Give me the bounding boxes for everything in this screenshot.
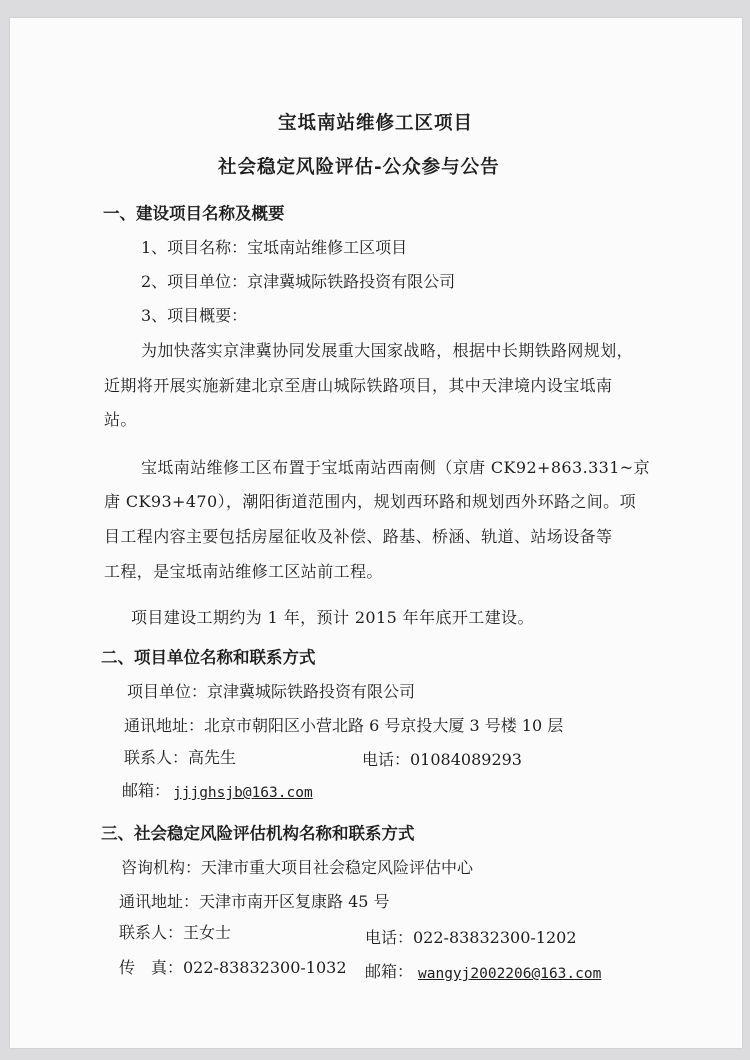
project-unit-item: 2、项目单位：京津冀城际铁路投资有限公司 <box>141 272 456 291</box>
para1-line2: 近期将开展实施新建北京至唐山城际铁路项目，其中天津境内设宝坻南 <box>104 376 613 395</box>
section3-fax: 传 真：022-83832300-1032 <box>119 958 347 977</box>
para3: 项目建设工期约为 1 年，预计 2015 年年底开工建设。 <box>131 608 534 627</box>
para1-line3: 站。 <box>104 410 137 429</box>
para2-line4: 工程，是宝坻南站维修工区站前工程。 <box>104 562 383 581</box>
para1-line1: 为加快落实京津冀协同发展重大国家战略，根据中长期铁路网规划， <box>141 341 634 360</box>
section3-heading: 三、社会稳定风险评估机构名称和联系方式 <box>101 824 415 843</box>
para2-line1: 宝坻南站维修工区布置于宝坻南站西南侧（京唐 CK92+863.331~京 <box>141 458 651 477</box>
section1-heading: 一、建设项目名称及概要 <box>103 204 285 223</box>
section2-phone: 电话：01084089293 <box>362 750 522 769</box>
project-name-item: 1、项目名称：宝坻南站维修工区项目 <box>141 238 408 257</box>
document-page <box>10 18 742 1048</box>
project-overview-item: 3、项目概要： <box>141 306 248 325</box>
section3-agency: 咨询机构：天津市重大项目社会稳定风险评估中心 <box>121 858 474 877</box>
section2-email-label: 邮箱： <box>122 781 171 800</box>
para2-line2: 唐 CK93+470），潮阳街道范围内，规划西环路和规划西外环路之间。项 <box>104 492 636 511</box>
section2-address: 通讯地址：北京市朝阳区小营北路 6 号京投大厦 3 号楼 10 层 <box>124 716 564 735</box>
section2-contact: 联系人：高先生 <box>124 748 237 767</box>
section3-email-label: 邮箱： <box>365 962 414 981</box>
document-title-line2: 社会稳定风险评估-公众参与公告 <box>218 157 500 178</box>
section3-contact: 联系人：王女士 <box>119 923 232 942</box>
para2-line3: 目工程内容主要包括房屋征收及补偿、路基、桥涵、轨道、站场设备等 <box>104 527 613 546</box>
section3-phone: 电话：022-83832300-1202 <box>365 928 577 947</box>
section2-heading: 二、项目单位名称和联系方式 <box>101 648 316 667</box>
section3-address: 通讯地址：天津市南开区复康路 45 号 <box>119 892 390 911</box>
section2-unit: 项目单位：京津冀城际铁路投资有限公司 <box>127 682 416 701</box>
section3-email-link[interactable]: wangyj2002206@163.com <box>418 966 602 982</box>
document-title-line1: 宝坻南站维修工区项目 <box>278 113 474 134</box>
section2-email-link[interactable]: jjjghsjb@163.com <box>173 785 313 801</box>
